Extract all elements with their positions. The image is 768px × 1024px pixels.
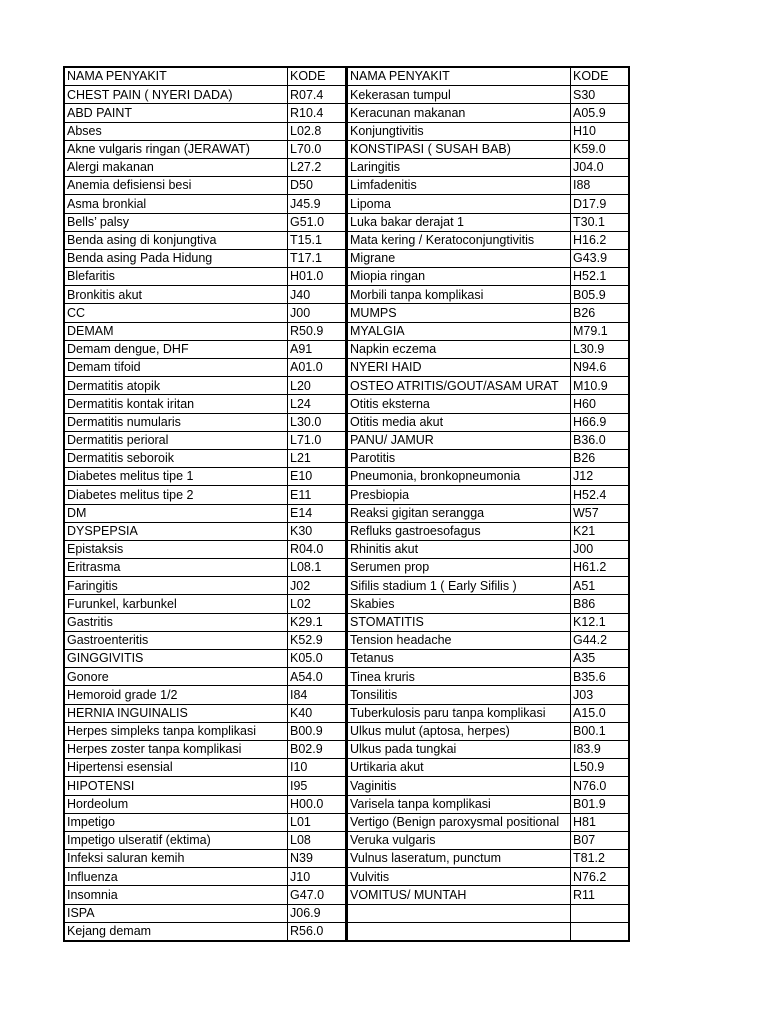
table-row [64,813,346,831]
disease-code-cell: D50 [288,177,347,195]
header-nama-penyakit: NAMA PENYAKIT [347,67,571,86]
disease-name-cell: Blefaritis [64,268,288,286]
disease-name-cell: Influenza [64,868,288,886]
table-row [64,377,346,395]
header-kode: KODE [288,67,347,86]
disease-code-cell: J45.9 [288,195,347,213]
disease-name-cell: Migrane [347,249,571,267]
disease-name-cell: Morbili tanpa komplikasi [347,286,571,304]
disease-name-cell: Ulkus pada tungkai [347,740,571,758]
table-row [347,304,629,322]
table-row [347,631,629,649]
disease-name-cell: Alergi makanan [64,158,288,176]
table-row [64,304,346,322]
disease-name-cell: PANU/ JAMUR [347,431,571,449]
disease-code-cell: L02 [288,595,347,613]
disease-name-cell [347,922,571,941]
table-row [347,486,629,504]
table-row [64,522,346,540]
table-row [64,559,346,577]
disease-code-cell [571,904,630,922]
table-row [64,413,346,431]
table-row [347,795,629,813]
table-row [64,395,346,413]
disease-code-cell: I83.9 [571,740,630,758]
disease-code-cell: M79.1 [571,322,630,340]
table-row [347,686,629,704]
table-body [64,67,346,941]
disease-name-cell: Serumen prop [347,559,571,577]
disease-name-cell: Otitis media akut [347,413,571,431]
disease-code-cell: R07.4 [288,86,347,104]
disease-code-cell: H52.4 [571,486,630,504]
table-row [347,813,629,831]
disease-code-cell: I84 [288,686,347,704]
table-row [64,249,346,267]
table-row [347,359,629,377]
disease-name-cell: Hipertensi esensial [64,759,288,777]
table-row [347,122,629,140]
disease-name-cell: MYALGIA [347,322,571,340]
disease-name-cell: Furunkel, karbunkel [64,595,288,613]
table-row [347,395,629,413]
disease-name-cell: Skabies [347,595,571,613]
disease-name-cell [347,904,571,922]
disease-name-cell: Dermatitis kontak iritan [64,395,288,413]
disease-name-cell: Vulvitis [347,868,571,886]
table-row [64,777,346,795]
disease-code-cell: L30.0 [288,413,347,431]
disease-code-cell: L02.8 [288,122,347,140]
disease-name-cell: Benda asing Pada Hidung [64,249,288,267]
disease-name-cell: Hemoroid grade 1/2 [64,686,288,704]
disease-name-cell: KONSTIPASI ( SUSAH BAB) [347,140,571,158]
disease-name-cell: Dermatitis seboroik [64,449,288,467]
table-row [347,431,629,449]
disease-name-cell: CHEST PAIN ( NYERI DADA) [64,86,288,104]
disease-name-cell: Limfadenitis [347,177,571,195]
table-row [64,740,346,758]
disease-name-cell: Demam dengue, DHF [64,340,288,358]
table-row [64,613,346,631]
disease-code-cell: R11 [571,886,630,904]
disease-name-cell: OSTEO ATRITIS/GOUT/ASAM URAT [347,377,571,395]
table-row [347,249,629,267]
disease-code-cell: N76.0 [571,777,630,795]
disease-code-cell: B35.6 [571,668,630,686]
table-row [347,340,629,358]
disease-code-cell: H00.0 [288,795,347,813]
disease-name-cell: Herpes simpleks tanpa komplikasi [64,722,288,740]
disease-name-cell: Laringitis [347,158,571,176]
table-row [347,904,629,922]
disease-name-cell: Tinea kruris [347,668,571,686]
disease-code-cell: K21 [571,522,630,540]
disease-code-cell: I10 [288,759,347,777]
disease-name-cell: Presbiopia [347,486,571,504]
disease-code-cell: R04.0 [288,540,347,558]
disease-code-cell: K52.9 [288,631,347,649]
disease-code-cell: B01.9 [571,795,630,813]
disease-name-cell: Impetigo ulseratif (ektima) [64,831,288,849]
disease-code-cell: B86 [571,595,630,613]
disease-code-cell: B00.1 [571,722,630,740]
disease-name-cell: Vulnus laseratum, punctum [347,850,571,868]
disease-name-cell: Bronkitis akut [64,286,288,304]
table-row [347,195,629,213]
disease-name-cell: Varisela tanpa komplikasi [347,795,571,813]
disease-name-cell: NYERI HAID [347,359,571,377]
table-row [64,177,346,195]
header-nama-penyakit: NAMA PENYAKIT [64,67,288,86]
disease-code-cell: J04.0 [571,158,630,176]
table-row [64,686,346,704]
disease-code-cell: L71.0 [288,431,347,449]
disease-name-cell: Refluks gastroesofagus [347,522,571,540]
disease-name-cell: Rhinitis akut [347,540,571,558]
disease-code-cell: H52.1 [571,268,630,286]
table-row [347,468,629,486]
disease-name-cell: Mata kering / Keratoconjungtivitis [347,231,571,249]
disease-code-cell: G43.9 [571,249,630,267]
disease-code-cell: M10.9 [571,377,630,395]
disease-code-cell: B00.9 [288,722,347,740]
table-row [64,595,346,613]
table-row [64,431,346,449]
disease-code-cell: B36.0 [571,431,630,449]
disease-code-cell: J06.9 [288,904,347,922]
disease-code-cell: L08 [288,831,347,849]
disease-name-cell: Keracunan makanan [347,104,571,122]
table-row [347,668,629,686]
table-body [347,67,629,941]
disease-code-cell: K05.0 [288,650,347,668]
table-row [64,540,346,558]
table-row [64,213,346,231]
disease-code-cell: H01.0 [288,268,347,286]
table-row [347,740,629,758]
table-header-row [347,67,629,86]
disease-name-cell: Parotitis [347,449,571,467]
table-row [64,158,346,176]
table-row [64,468,346,486]
disease-name-cell: Napkin eczema [347,340,571,358]
table-row [347,413,629,431]
table-row [64,195,346,213]
disease-code-cell: N39 [288,850,347,868]
disease-code-cell: J10 [288,868,347,886]
table-row [64,650,346,668]
table-row [64,577,346,595]
disease-name-cell: Diabetes melitus tipe 2 [64,486,288,504]
table-row [347,613,629,631]
table-row [64,759,346,777]
disease-name-cell: Benda asing di konjungtiva [64,231,288,249]
disease-name-cell: Urtikaria akut [347,759,571,777]
disease-name-cell: VOMITUS/ MUNTAH [347,886,571,904]
table-row [347,850,629,868]
disease-code-cell: K12.1 [571,613,630,631]
table-row [347,140,629,158]
disease-code-cell: R50.9 [288,322,347,340]
disease-name-cell: Demam tifoid [64,359,288,377]
disease-code-cell: G44.2 [571,631,630,649]
disease-code-cell: T15.1 [288,231,347,249]
table-row [64,831,346,849]
disease-name-cell: Dermatitis numularis [64,413,288,431]
table-row [347,522,629,540]
disease-code-cell: J12 [571,468,630,486]
disease-code-cell: A15.0 [571,704,630,722]
disease-code-cell: L20 [288,377,347,395]
table-row [347,449,629,467]
table-row [64,922,346,941]
disease-name-cell: Epistaksis [64,540,288,558]
disease-code-cell: K59.0 [571,140,630,158]
disease-name-cell: Miopia ringan [347,268,571,286]
disease-name-cell: Abses [64,122,288,140]
table-row [64,359,346,377]
table-row [347,268,629,286]
disease-name-cell: Herpes zoster tanpa komplikasi [64,740,288,758]
disease-name-cell: Luka bakar derajat 1 [347,213,571,231]
disease-code-cell: H66.9 [571,413,630,431]
disease-code-cell: L08.1 [288,559,347,577]
table-row [347,559,629,577]
disease-name-cell: Akne vulgaris ringan (JERAWAT) [64,140,288,158]
disease-name-cell: Kejang demam [64,922,288,941]
disease-name-cell: Sifilis stadium 1 ( Early Sifilis ) [347,577,571,595]
disease-name-cell: Vertigo (Benign paroxysmal positional [347,813,571,831]
disease-code-cell: B07 [571,831,630,849]
disease-code-cell: I95 [288,777,347,795]
table-row [64,86,346,104]
disease-name-cell: HIPOTENSI [64,777,288,795]
disease-code-cell: J40 [288,286,347,304]
table-row [347,868,629,886]
disease-code-cell: D17.9 [571,195,630,213]
disease-name-cell: Dermatitis atopik [64,377,288,395]
table-row [64,886,346,904]
table-row [347,86,629,104]
table-row [347,540,629,558]
disease-code-cell: R10.4 [288,104,347,122]
disease-name-cell: Infeksi saluran kemih [64,850,288,868]
disease-name-cell: Anemia defisiensi besi [64,177,288,195]
disease-code-cell: R56.0 [288,922,347,941]
table-row [347,158,629,176]
disease-code-table-right [346,66,630,942]
header-kode: KODE [571,67,630,86]
disease-code-cell: J00 [288,304,347,322]
disease-name-cell: DEMAM [64,322,288,340]
disease-code-cell: A05.9 [571,104,630,122]
disease-name-cell: Lipoma [347,195,571,213]
disease-code-cell: L30.9 [571,340,630,358]
disease-code-cell: E11 [288,486,347,504]
table-row [347,777,629,795]
disease-code-cell: A51 [571,577,630,595]
disease-code-cell: H61.2 [571,559,630,577]
disease-name-cell: Eritrasma [64,559,288,577]
disease-name-cell: Otitis eksterna [347,395,571,413]
table-row [347,722,629,740]
disease-code-cell: L21 [288,449,347,467]
table-row [347,886,629,904]
table-row [347,704,629,722]
disease-code-cell: K40 [288,704,347,722]
disease-code-cell: J00 [571,540,630,558]
table-row [347,213,629,231]
disease-name-cell: Vaginitis [347,777,571,795]
table-row [347,650,629,668]
table-row [64,340,346,358]
disease-code-cell: N94.6 [571,359,630,377]
disease-name-cell: ISPA [64,904,288,922]
table-row [64,704,346,722]
table-header-row [64,67,346,86]
table-row [64,486,346,504]
disease-code-cell: B02.9 [288,740,347,758]
disease-name-cell: STOMATITIS [347,613,571,631]
table-row [347,177,629,195]
disease-name-cell: Impetigo [64,813,288,831]
disease-name-cell: ABD PAINT [64,104,288,122]
disease-name-cell: Kekerasan tumpul [347,86,571,104]
table-row [347,231,629,249]
disease-code-cell: B26 [571,304,630,322]
disease-code-table-left [63,66,347,942]
disease-name-cell: Bells’ palsy [64,213,288,231]
disease-name-cell: Ulkus mulut (aptosa, herpes) [347,722,571,740]
table-row [64,504,346,522]
disease-code-cell: N76.2 [571,868,630,886]
table-row [347,322,629,340]
disease-code-cell: H10 [571,122,630,140]
disease-name-cell: Tetanus [347,650,571,668]
disease-code-cell: L24 [288,395,347,413]
table-row [347,759,629,777]
table-row [64,449,346,467]
disease-code-cell: T81.2 [571,850,630,868]
disease-code-cell: A54.0 [288,668,347,686]
disease-code-cell: G51.0 [288,213,347,231]
table-row [64,722,346,740]
disease-name-cell: Gastritis [64,613,288,631]
disease-code-cell: L50.9 [571,759,630,777]
disease-code-cell: H60 [571,395,630,413]
disease-code-cell: K29.1 [288,613,347,631]
table-row [64,904,346,922]
table-row [64,122,346,140]
table-row [64,268,346,286]
disease-name-cell: Diabetes melitus tipe 1 [64,468,288,486]
disease-code-cell: T30.1 [571,213,630,231]
disease-code-cell: L27.2 [288,158,347,176]
disease-name-cell: Asma bronkial [64,195,288,213]
disease-code-cell: B05.9 [571,286,630,304]
disease-name-cell: Dermatitis perioral [64,431,288,449]
disease-code-cell: K30 [288,522,347,540]
disease-name-cell: Gastroenteritis [64,631,288,649]
disease-code-cell: E10 [288,468,347,486]
disease-name-cell: Tuberkulosis paru tanpa komplikasi [347,704,571,722]
table-row [64,104,346,122]
disease-code-cell: B26 [571,449,630,467]
disease-name-cell: Hordeolum [64,795,288,813]
table-row [347,595,629,613]
disease-name-cell: Reaksi gigitan serangga [347,504,571,522]
disease-code-cell: E14 [288,504,347,522]
table-row [64,795,346,813]
table-row [347,286,629,304]
disease-name-cell: Tension headache [347,631,571,649]
table-row [64,140,346,158]
table-row [347,104,629,122]
table-row [347,831,629,849]
disease-code-cell: L70.0 [288,140,347,158]
disease-name-cell: CC [64,304,288,322]
table-row [64,668,346,686]
disease-code-cell: T17.1 [288,249,347,267]
disease-name-cell: Insomnia [64,886,288,904]
disease-code-cell: J03 [571,686,630,704]
disease-code-cell: G47.0 [288,886,347,904]
disease-name-cell: Faringitis [64,577,288,595]
disease-code-cell: A35 [571,650,630,668]
disease-code-cell: A01.0 [288,359,347,377]
disease-name-cell: Gonore [64,668,288,686]
table-row [347,577,629,595]
table-row [64,286,346,304]
table-row [64,850,346,868]
disease-code-cell: H81 [571,813,630,831]
disease-name-cell: GINGGIVITIS [64,650,288,668]
table-row [347,922,629,941]
disease-code-cell: W57 [571,504,630,522]
disease-code-cell: J02 [288,577,347,595]
disease-name-cell: HERNIA INGUINALIS [64,704,288,722]
disease-code-cell: L01 [288,813,347,831]
disease-name-cell: DM [64,504,288,522]
table-row [64,868,346,886]
disease-code-cell: A91 [288,340,347,358]
table-row [64,322,346,340]
disease-name-cell: Konjungtivitis [347,122,571,140]
table-row [347,504,629,522]
table-row [64,631,346,649]
disease-name-cell: Tonsilitis [347,686,571,704]
disease-code-cell: I88 [571,177,630,195]
disease-name-cell: Pneumonia, bronkopneumonia [347,468,571,486]
disease-code-cell: S30 [571,86,630,104]
disease-name-cell: MUMPS [347,304,571,322]
disease-name-cell: DYSPEPSIA [64,522,288,540]
disease-code-cell [571,922,630,941]
disease-code-cell: H16.2 [571,231,630,249]
table-row [64,231,346,249]
disease-name-cell: Veruka vulgaris [347,831,571,849]
table-row [347,377,629,395]
